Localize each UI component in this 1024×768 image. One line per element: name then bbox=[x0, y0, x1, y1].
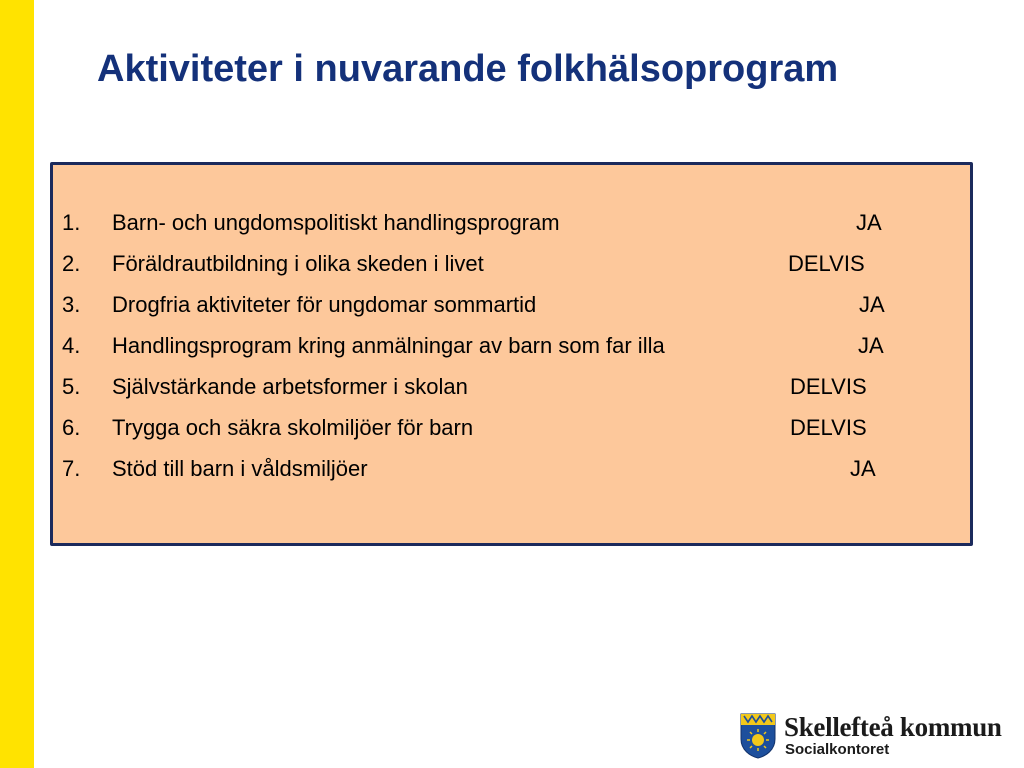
item-status: DELVIS bbox=[788, 251, 865, 276]
logo-name: Skellefteå kommun bbox=[784, 712, 1002, 742]
item-text: Självstärkande arbetsformer i skolan bbox=[112, 374, 468, 399]
item-text: Handlingsprogram kring anmälningar av barn som far illa bbox=[112, 333, 665, 358]
item-number: 1. bbox=[62, 210, 81, 235]
list-item bbox=[53, 374, 970, 415]
item-number: 3. bbox=[62, 292, 81, 317]
list-item bbox=[53, 210, 970, 251]
coat-of-arms-icon bbox=[740, 713, 776, 759]
yellow-side-bar bbox=[0, 0, 34, 768]
item-text: Stöd till barn i våldsmiljöer bbox=[112, 456, 368, 481]
item-status: DELVIS bbox=[790, 415, 867, 440]
skelleftea-logo bbox=[740, 712, 1016, 762]
item-status: JA bbox=[859, 292, 885, 317]
item-text: Drogfria aktiviteter för ungdomar sommartid bbox=[112, 292, 537, 317]
list-item bbox=[53, 415, 970, 456]
item-status: DELVIS bbox=[790, 374, 867, 399]
item-number: 4. bbox=[62, 333, 81, 358]
activities-box bbox=[50, 162, 973, 546]
item-number: 7. bbox=[62, 456, 81, 481]
item-status: JA bbox=[858, 333, 884, 358]
list-item bbox=[53, 333, 970, 374]
item-number: 2. bbox=[62, 251, 81, 276]
item-text: Trygga och säkra skolmiljöer för barn bbox=[112, 415, 474, 440]
item-text: Barn- och ungdomspolitiskt handlingsprogram bbox=[112, 210, 560, 235]
item-status: JA bbox=[850, 456, 876, 481]
activities-list bbox=[53, 210, 970, 497]
item-number: 6. bbox=[62, 415, 81, 440]
item-text: Föräldrautbildning i olika skeden i livet bbox=[112, 251, 484, 276]
item-status: JA bbox=[856, 210, 882, 235]
list-item bbox=[53, 292, 970, 333]
slide-title: Aktiviteter i nuvarande folkhälsoprogram bbox=[97, 48, 839, 90]
item-number: 5. bbox=[62, 374, 81, 399]
list-item bbox=[53, 251, 970, 292]
list-item bbox=[53, 456, 970, 497]
logo-department: Socialkontoret bbox=[785, 741, 890, 758]
